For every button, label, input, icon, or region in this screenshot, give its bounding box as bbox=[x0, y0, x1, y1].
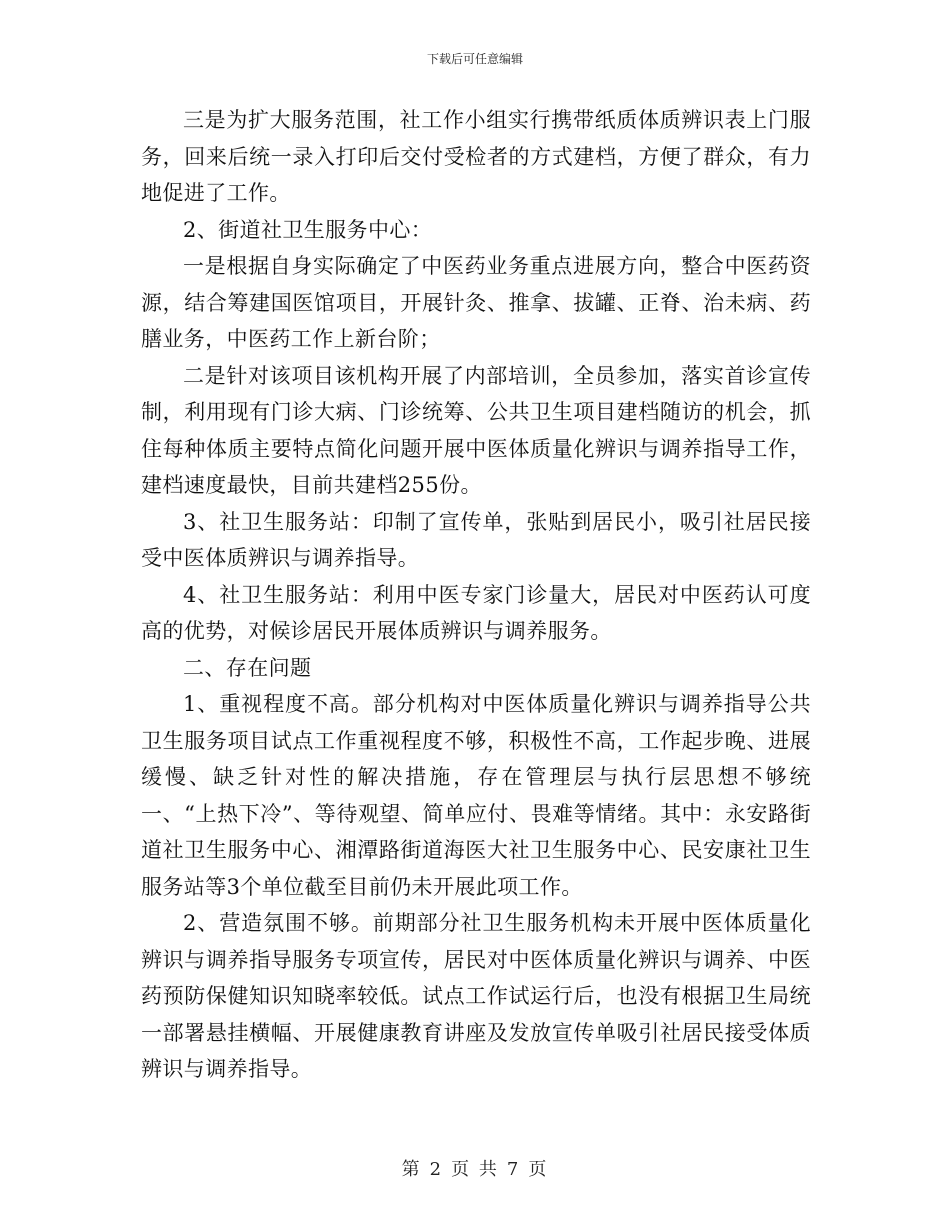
paragraph-4: 二是针对该项目该机构开展了内部培训，全员参加，落实首诊宣传制，利用现有门诊大病、门诊统筹、公共卫生项目建档随访的机会，抓住每种体质主要特点简化问题开展中医体质量化辨识与调养指导工作，建档速度最快，目前共建档255份。 bbox=[141, 363, 811, 497]
footer-middle: 页 共 bbox=[451, 1159, 499, 1180]
footer-prefix: 第 bbox=[401, 1159, 422, 1180]
footer-total-pages: 7 bbox=[506, 1159, 521, 1180]
footer-suffix: 页 bbox=[528, 1159, 549, 1180]
page-footer bbox=[0, 1155, 950, 1181]
paragraph-7: 1、重视程度不高。部分机构对中医体质量化辨识与调养指导公共卫生服务项目试点工作重视程度不够，积极性不高，工作起步晚、进展缓慢、缺乏针对性的解决措施，存在管理层与执行层思想不够统一、“上热下冷”、等待观望、简单应付、畏难等情绪。其中：永安路街道社卫生服务中心、湘潭路街道海医大社卫生服务中心、民安康社卫生服务站等3个单位截至目前仍未开展此项工作。 bbox=[141, 692, 811, 899]
paragraph-6: 4、社卫生服务站：利用中医专家门诊量大，居民对中医药认可度高的优势，对候诊居民开展体质辨识与调养服务。 bbox=[141, 582, 811, 643]
paragraph-5: 3、社卫生服务站：印制了宣传单，张贴到居民小，吸引社居民接受中医体质辨识与调养指导。 bbox=[141, 509, 811, 570]
footer-page-number: 2 bbox=[429, 1159, 444, 1180]
paragraph-3: 一是根据自身实际确定了中医药业务重点进展方向，整合中医药资源，结合筹建国医馆项目，开展针灸、推拿、拔罐、正脊、治未病、药膳业务，中医药工作上新台阶； bbox=[141, 254, 811, 351]
document-body bbox=[141, 102, 811, 1088]
paragraph-2: 2、街道社卫生服务中心： bbox=[183, 217, 433, 242]
paragraph-8: 2、营造氛围不够。前期部分社卫生服务机构未开展中医体质量化辨识与调养指导服务专项宣传，居民对中医体质量化辨识与调养、中医药预防保健知识知晓率较低。试点工作试运行后，也没有根据卫生局统一部署悬挂横幅、开展健康教育讲座及发放宣传单吸引社居民接受体质辨识与调养指导。 bbox=[141, 911, 811, 1081]
paragraph-1: 三是为扩大服务范围，社工作小组实行携带纸质体质辨识表上门服务，回来后统一录入打印后交付受检者的方式建档，方便了群众，有力地促进了工作。 bbox=[141, 108, 811, 205]
page-header: 下载后可任意编辑 bbox=[426, 52, 523, 66]
section-heading: 二、存在问题 bbox=[183, 655, 312, 680]
